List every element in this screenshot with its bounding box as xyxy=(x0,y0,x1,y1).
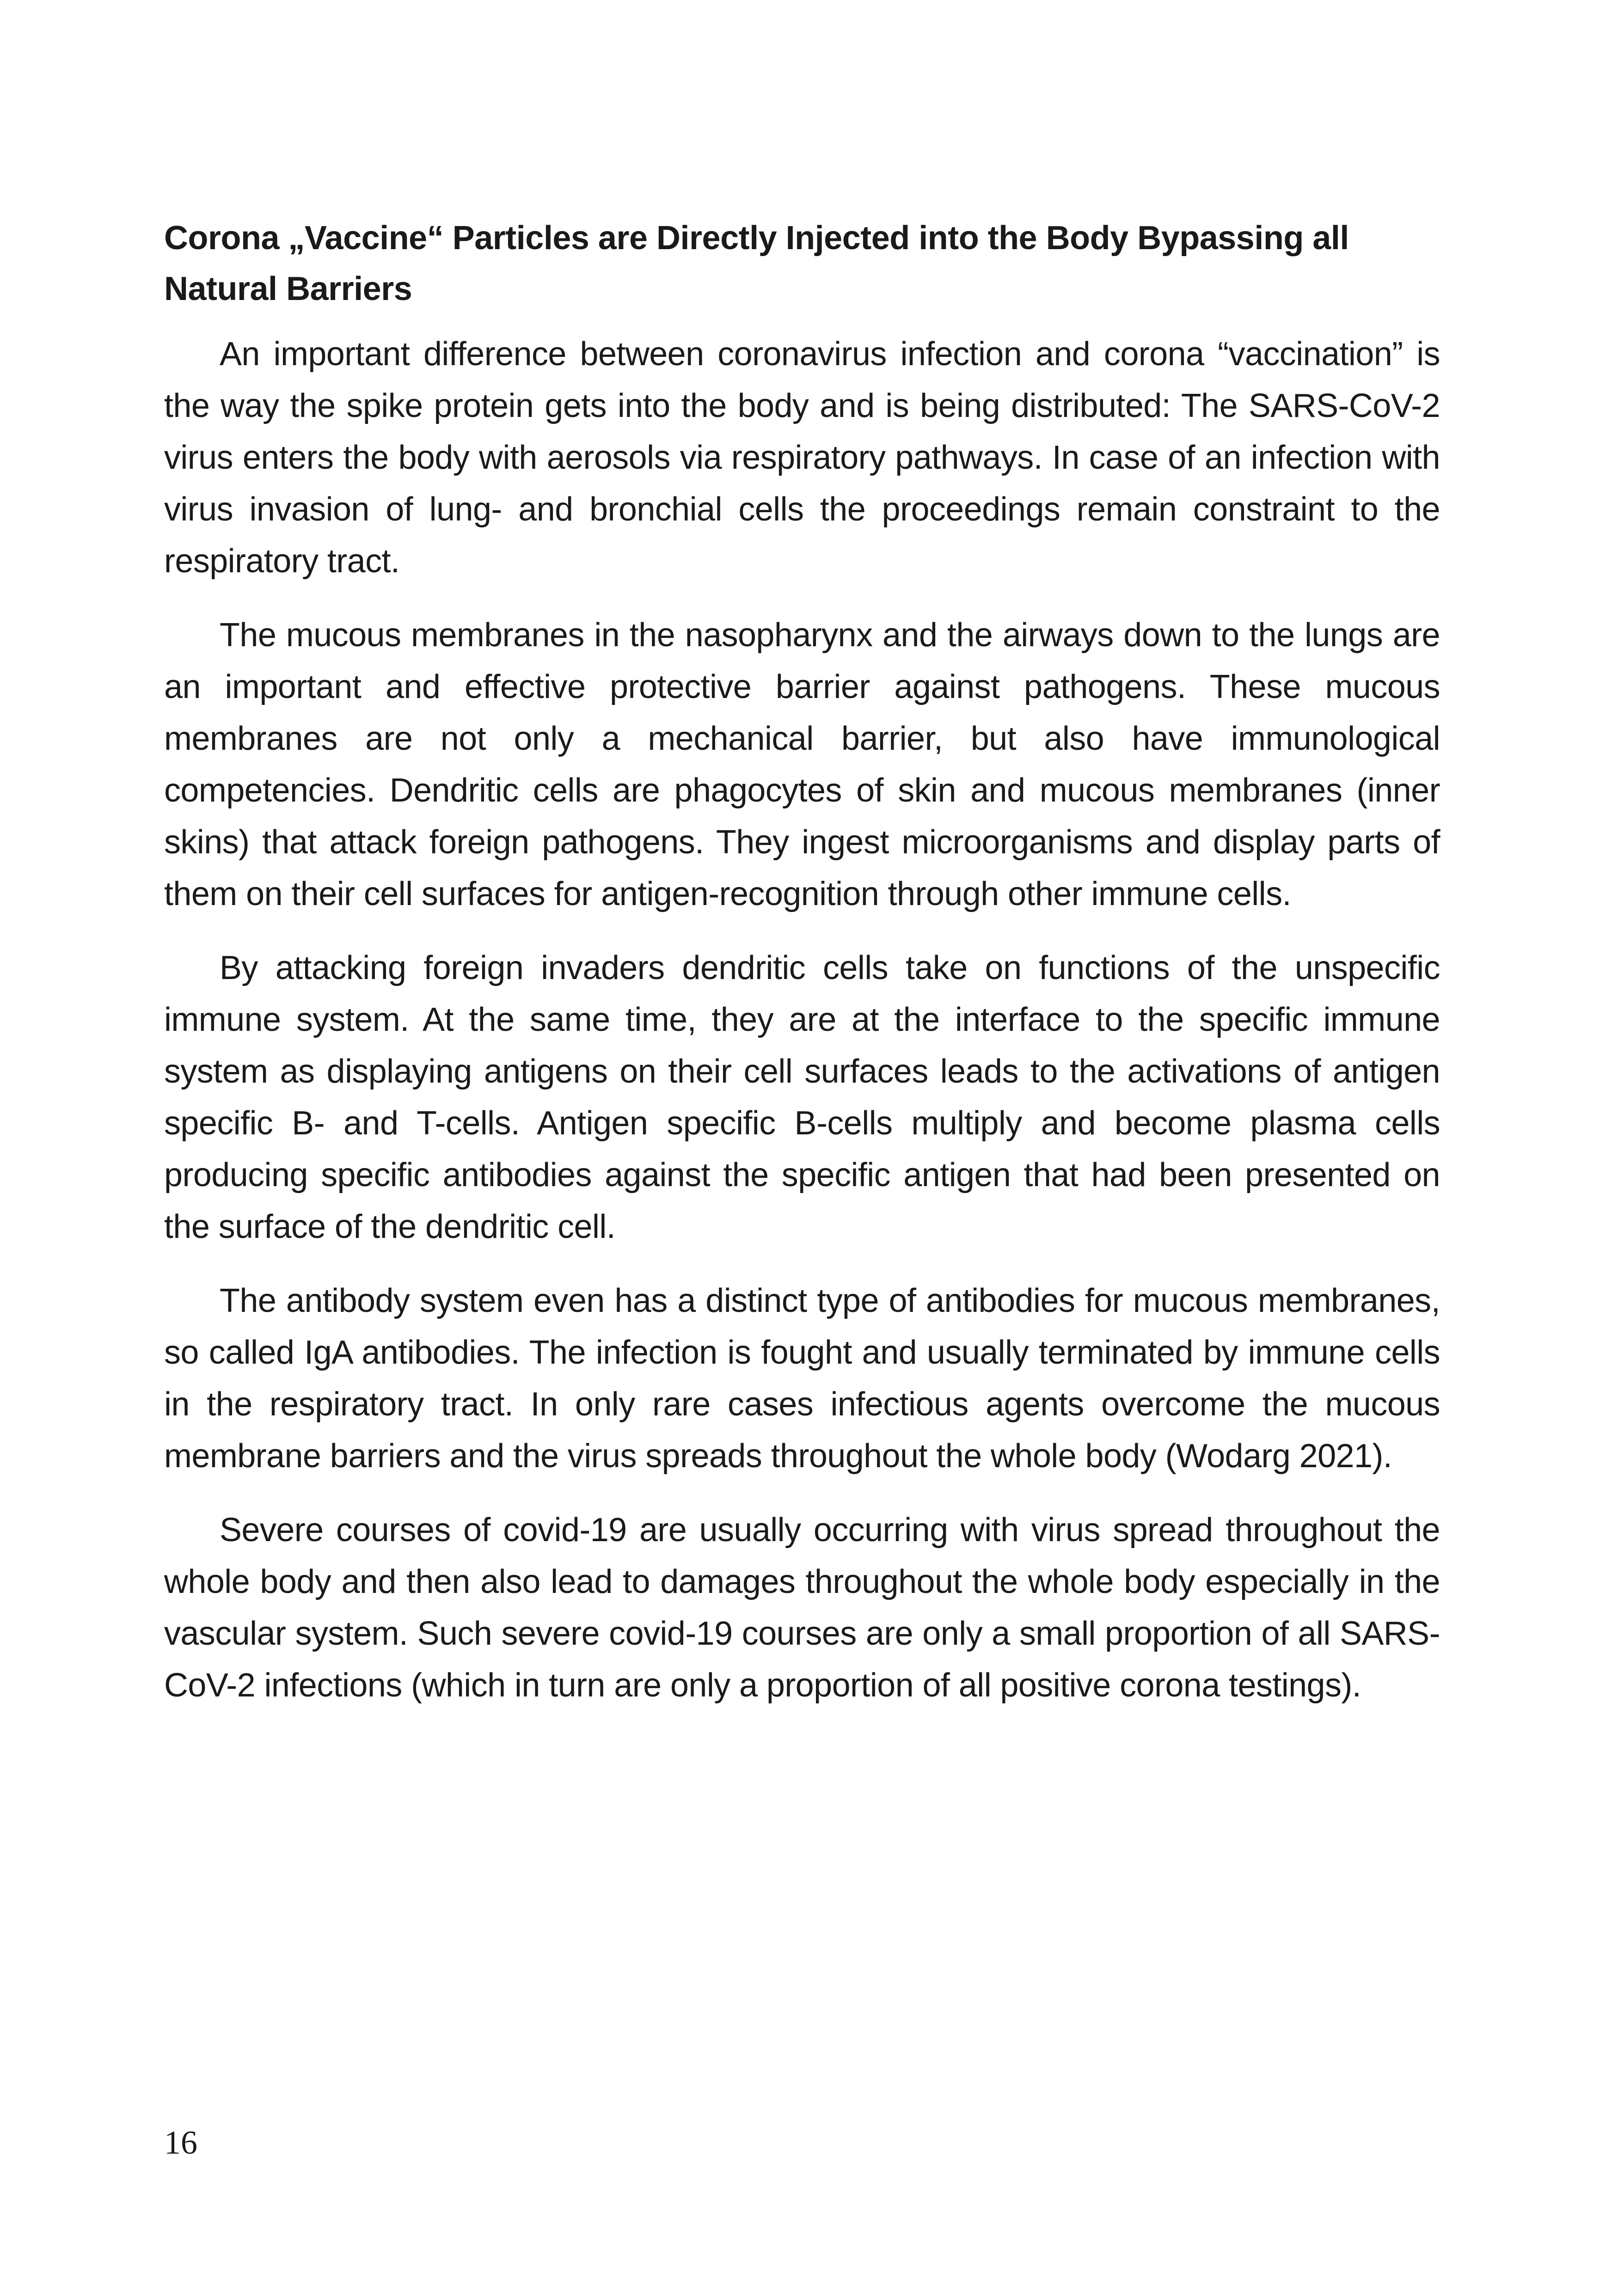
section-heading: Corona „Vaccine“ Particles are Directly Injected into the Body Bypassing all Natural Barriers xyxy=(164,220,1349,307)
body-paragraph-3: By attacking foreign invaders dendritic cells take on functions of the unspecific immune system. At the same time, they are at the interface to the specific immune system as displaying antigens on their cell surfaces leads to the activations of antigen specific B- and T-cells. Antigen specific B-cells multiply and become plasma cells producing specific antibodies against the specific antigen that had been presented on the surface of the dendritic cell. xyxy=(164,949,1440,1245)
body-paragraph-2: The mucous membranes in the nasopharynx and the airways down to the lungs are an important and effective protective barrier against pathogens. These mucous membranes are not only a mechanical barrier, but also have immunological competencies. Dendritic cells are phagocytes of skin and mucous membranes (inner skins) that attack foreign pathogens. They ingest microorganisms and display parts of them on their cell surfaces for antigen-recognition through other immune cells. xyxy=(164,617,1440,912)
body-paragraph-4: The antibody system even has a distinct type of antibodies for mucous membranes, so called IgA antibodies. The infection is fought and usually terminated by immune cells in the respiratory tract. In only rare cases infectious agents overcome the mucous membrane barriers and the virus spreads throughout the whole body (Wodarg 2021). xyxy=(164,1282,1440,1475)
body-paragraph-1: An important difference between coronavirus infection and corona “vaccination” is the way the spike protein gets into the body and is being distributed: The SARS-CoV-2 virus enters the body with aerosols via respiratory pathways. In case of an infection with virus invasion of lung- and bronchial cells the proceedings remain constraint to the respiratory tract. xyxy=(164,336,1440,580)
body-paragraph-5: Severe courses of covid-19 are usually occurring with virus spread throughout the whole body and then also lead to damages throughout the whole body especially in the vascular system. Such severe covid-19 courses are only a small proportion of all SARS-CoV-2 infections (which in turn are only a proportion of all positive corona testings). xyxy=(164,1512,1440,1704)
page-number: 16 xyxy=(164,2124,197,2161)
page-content xyxy=(164,213,1440,1733)
